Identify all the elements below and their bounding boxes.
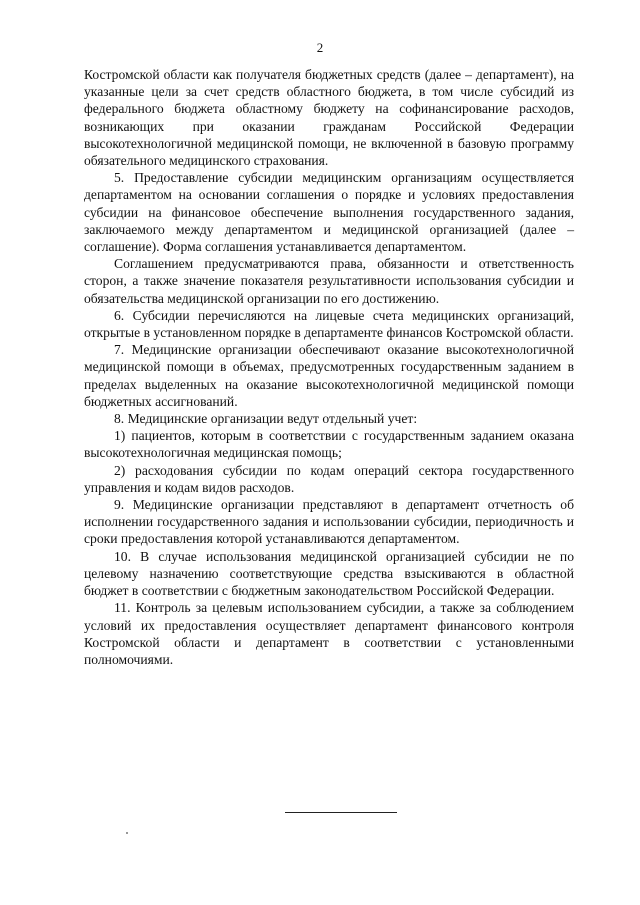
paragraph-item-5: 5. Предоставление субсидии медицинским организациям осуществляется департаментом на основании соглашения о порядке и условиях предоставления субсидии на финансовое обеспечение выполнения государственного задания, заключаемого между департаментом и медицинской организацией (далее – соглашение). Форма соглашения устанавливается департаментом. — [84, 170, 574, 255]
paragraph-item-8: 8. Медицинские организации ведут отдельный учет: — [114, 411, 418, 427]
document-body — [84, 66, 574, 668]
paragraph-item-10: 10. В случае использования медицинской организацией субсидии не по целевому назначению соответствующие средства взыскиваются в областной бюджет в соответствии с бюджетным законодательством Российской Федерации. — [84, 548, 574, 599]
page-number: 2 — [316, 40, 324, 55]
end-separator-line — [285, 812, 397, 813]
paragraph-item-8-sub-2: 2) расходования субсидии по кодам операций сектора государственного управления и кодам видов расходов. — [84, 462, 574, 495]
paragraph-agreement-terms: Соглашением предусматриваются права, обязанности и ответственность сторон, а также значение показателя результативности использования субсидии и обязательства медицинской организации по его достижению. — [84, 256, 574, 306]
paragraph-item-11: 11. Контроль за целевым использованием субсидии, а также за соблюдением условий их предоставления осуществляет департамент финансового контроля Костромской области и департамент в соответствии с установленными полномочиями. — [84, 600, 574, 667]
paragraph-item-7: 7. Медицинские организации обеспечивают оказание высокотехнологичной медицинской помощи в объемах, предусмотренных государственным заданием в пределах выделенных на оказание высокотехнологичной медицинской помощи бюджетных ассигнований. — [84, 342, 574, 409]
scan-speck — [126, 832, 128, 834]
paragraph-item-9: 9. Медицинские организации представляют в департамент отчетность об исполнении государственного задания и использовании субсидии, периодичность и сроки предоставления которой устанавливаются департаментом. — [84, 497, 574, 547]
paragraph-item-8-sub-1: 1) пациентов, которым в соответствии с государственным заданием оказана высокотехнологичная медицинская помощь; — [84, 428, 574, 461]
paragraph-item-6: 6. Субсидии перечисляются на лицевые счета медицинских организаций, открытые в установленном порядке в департаменте финансов Костромской области. — [84, 307, 574, 341]
paragraph-continuation: Костромской области как получателя бюджетных средств (далее – департамент), на указанные цели за счет средств областного бюджета, в том числе субсидий из федерального бюджета областному бюджету на софинансирование расходов, возникающих при оказании гражданам Российской Федерации высокотехнологичной медицинской помощи, не включенной в базовую программу обязательного медицинского страхования. — [84, 67, 574, 169]
